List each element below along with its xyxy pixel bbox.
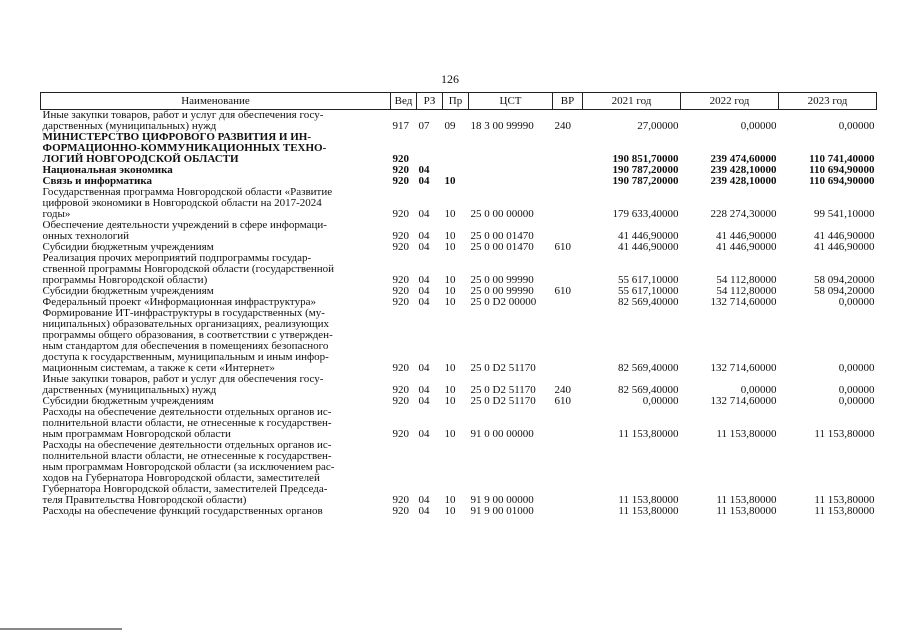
- row-pr-cell: 10: [444, 494, 456, 506]
- row-2022-cell: 54 112,80000: [716, 274, 777, 286]
- row-2022-cell: 11 153,80000: [716, 494, 777, 506]
- row-2021-cell: 55 617,10000: [618, 285, 679, 297]
- row-2021-cell: 82 569,40000: [618, 296, 679, 308]
- row-pr-cell: 10: [444, 428, 456, 440]
- row-2021-cell: 179 633,40000: [612, 208, 679, 220]
- row-vr-cell: [553, 132, 583, 165]
- row-2021-cell: 11 153,80000: [618, 428, 679, 440]
- row-2021-cell: 11 153,80000: [618, 505, 679, 517]
- row-2021-cell: 11 153,80000: [618, 494, 679, 506]
- row-rz-cell: 04: [418, 274, 430, 286]
- row-2023-cell: 0,00000: [838, 120, 875, 132]
- row-vr-cell: [553, 187, 583, 220]
- row-vr-cell: [553, 440, 583, 506]
- row-rz-cell: 07: [418, 120, 430, 132]
- row-2021-cell: 82 569,40000: [618, 362, 679, 374]
- row-pr-cell: 10: [444, 362, 456, 374]
- row-pr-cell: 10: [444, 384, 456, 396]
- row-2023-cell: 110 694,90000: [809, 175, 875, 187]
- budget-table: [40, 92, 877, 517]
- row-rz-cell: 04: [418, 395, 430, 407]
- row-name-cell: Субсидии бюджетным учреждениям: [42, 395, 214, 407]
- row-rz-cell: 04: [418, 384, 430, 396]
- row-rz-cell: 04: [418, 296, 430, 308]
- row-ved-cell: 920: [392, 362, 409, 374]
- row-cst-cell: [469, 165, 553, 176]
- row-rz-cell: 04: [418, 428, 430, 440]
- row-2022-cell: 11 153,80000: [716, 428, 777, 440]
- table-row: [41, 132, 877, 165]
- row-name-cell: Иные закупки товаров, работ и услуг для обеспечения госу- дарственных (муниципальных) нужд: [42, 109, 324, 132]
- row-vr-cell: [553, 308, 583, 374]
- row-2023-cell: 0,00000: [838, 384, 875, 396]
- row-2021-cell: 41 446,90000: [618, 230, 679, 242]
- row-cst-cell: 25 0 D2 51170: [470, 362, 536, 374]
- row-2023-cell: 0,00000: [838, 296, 875, 308]
- row-pr-cell: 10: [444, 274, 456, 286]
- table-row: [41, 407, 877, 440]
- row-pr-cell: 10: [444, 208, 456, 220]
- header-2023: 2023 год: [779, 93, 877, 110]
- row-vr-cell: 610: [554, 395, 571, 407]
- row-ved-cell: 920: [392, 296, 409, 308]
- row-name-cell: Формирование ИТ-инфраструктуры в государственных (му- ниципальных) образовательных организациях, реализующих программы общего образования, в соответствии с утвержден- ным стандартом для обеспечения в помещениях безопасного доступа к государственным, муниципальным и иным инфор- мационным системам, а также к сети «Интернет»: [42, 307, 333, 374]
- row-cst-cell: 25 0 D2 00000: [470, 296, 537, 308]
- row-ved-cell: 920: [392, 395, 409, 407]
- row-2023-cell: 11 153,80000: [814, 505, 875, 517]
- row-2021-cell: 41 446,90000: [618, 241, 679, 253]
- row-2022-cell: 0,00000: [740, 384, 777, 396]
- row-2022-cell: 0,00000: [740, 120, 777, 132]
- row-name-cell: МИНИСТЕРСТВО ЦИФРОВОГО РАЗВИТИЯ И ИН- ФОРМАЦИОННО-КОММУНИКАЦИОННЫХ ТЕХНО- ЛОГИЙ НОВГОРОДСКОЙ ОБЛАСТИ: [42, 131, 327, 165]
- row-rz-cell: 04: [418, 164, 430, 176]
- row-cst-cell: 91 9 00 00000: [470, 494, 534, 506]
- page-number: 126: [441, 72, 459, 86]
- row-ved-cell: 920: [392, 384, 409, 396]
- row-cst-cell: [469, 176, 553, 187]
- row-pr-cell: 10: [444, 175, 456, 187]
- row-2022-cell: 132 714,60000: [710, 296, 777, 308]
- row-ved-cell: 920: [392, 230, 409, 242]
- row-ved-cell: 920: [392, 175, 409, 187]
- row-rz-cell: 04: [418, 175, 430, 187]
- row-2021-cell: 27,00000: [637, 120, 679, 132]
- row-cst-cell: 25 0 00 99990: [470, 274, 534, 286]
- table-row: [41, 110, 877, 133]
- row-2021-cell: 190 787,20000: [612, 175, 679, 187]
- row-2022-cell: 239 428,10000: [710, 164, 777, 176]
- row-vr-cell: [553, 165, 583, 176]
- row-2023-cell: 99 541,10000: [814, 208, 875, 220]
- row-vr-cell: 610: [554, 285, 571, 297]
- table-row: [41, 506, 877, 517]
- row-ved-cell: 920: [392, 494, 409, 506]
- row-rz-cell: 04: [418, 285, 430, 297]
- row-2021-cell: 82 569,40000: [618, 384, 679, 396]
- row-name-cell: Связь и информатика: [42, 175, 153, 187]
- header-ved: Вед: [391, 93, 417, 110]
- row-vr-cell: [553, 253, 583, 286]
- row-pr-cell: [443, 132, 469, 165]
- row-vr-cell: 240: [554, 120, 571, 132]
- header-name: Наименование: [41, 93, 391, 110]
- header-rz: РЗ: [417, 93, 443, 110]
- row-2022-cell: 228 274,30000: [710, 208, 777, 220]
- row-2022-cell: 41 446,90000: [716, 241, 777, 253]
- row-vr-cell: [553, 407, 583, 440]
- row-2023-cell: 110 741,40000: [809, 153, 875, 165]
- row-name-cell: Субсидии бюджетным учреждениям: [42, 285, 214, 297]
- row-2022-cell: 132 714,60000: [710, 395, 777, 407]
- row-cst-cell: 91 9 00 01000: [470, 505, 534, 517]
- row-2021-cell: 190 787,20000: [612, 164, 679, 176]
- row-vr-cell: [553, 176, 583, 187]
- row-vr-cell: 610: [554, 241, 571, 253]
- header-pr: Пр: [443, 93, 469, 110]
- row-2022-cell: 132 714,60000: [710, 362, 777, 374]
- row-2022-cell: 41 446,90000: [716, 230, 777, 242]
- row-2023-cell: 0,00000: [838, 395, 875, 407]
- row-cst-cell: 25 0 D2 51170: [470, 395, 536, 407]
- row-2021-cell: 0,00000: [642, 395, 679, 407]
- row-pr-cell: 10: [444, 395, 456, 407]
- row-vr-cell: 240: [554, 384, 571, 396]
- row-2021-cell: 190 851,70000: [612, 153, 679, 165]
- row-name-cell: Расходы на обеспечение деятельности отдельных органов ис- полнительной власти области, не отнесенные к государствен- ным программам Новгородской области (за исключением рас- ходов на Губернатора Новгородской области, заместителей Губернатора Новгородской области, заместителей Председа- теля Правительства Новгородской области): [42, 439, 335, 506]
- row-pr-cell: 10: [444, 241, 456, 253]
- row-rz-cell: 04: [418, 241, 430, 253]
- row-cst-cell: 25 0 00 01470: [470, 241, 534, 253]
- row-2022-cell: 54 112,80000: [716, 285, 777, 297]
- row-2023-cell: 110 694,90000: [809, 164, 875, 176]
- table-body: [41, 110, 877, 518]
- row-2023-cell: 0,00000: [838, 362, 875, 374]
- header-vr: ВР: [553, 93, 583, 110]
- header-2022: 2022 год: [681, 93, 779, 110]
- row-vr-cell: [553, 297, 583, 308]
- row-pr-cell: 10: [444, 296, 456, 308]
- row-rz-cell: 04: [418, 208, 430, 220]
- header-cst: ЦСТ: [469, 93, 553, 110]
- header-2021: 2021 год: [583, 93, 681, 110]
- table-header-row: [41, 93, 877, 110]
- row-cst-cell: 25 0 00 00000: [470, 208, 534, 220]
- row-name-cell: Расходы на обеспечение деятельности отдельных органов ис- полнительной власти области, не отнесенные к государствен- ным программам Новгородской области: [42, 406, 332, 440]
- row-cst-cell: 25 0 00 99990: [470, 285, 534, 297]
- row-cst-cell: 25 0 D2 51170: [470, 384, 536, 396]
- row-rz-cell: 04: [418, 362, 430, 374]
- table-row: [41, 374, 877, 396]
- row-name-cell: Национальная экономика: [42, 164, 173, 176]
- row-cst-cell: 18 3 00 99990: [470, 120, 534, 132]
- row-2023-cell: 41 446,90000: [814, 230, 875, 242]
- row-2023-cell: 41 446,90000: [814, 241, 875, 253]
- row-name-cell: Обеспечение деятельности учреждений в сфере информаци- онных технологий: [42, 219, 327, 242]
- table-row: [41, 308, 877, 374]
- row-vr-cell: [553, 220, 583, 242]
- row-name-cell: Субсидии бюджетным учреждениям: [42, 241, 214, 253]
- row-2021-cell: 55 617,10000: [618, 274, 679, 286]
- row-2022-cell: 239 428,10000: [710, 175, 777, 187]
- row-cst-cell: 91 0 00 00000: [470, 428, 534, 440]
- row-rz-cell: [417, 132, 443, 165]
- row-name-cell: Реализация прочих мероприятий подпрограммы государ- ственной программы Новгородской области (государственной программы Новгородской области): [42, 252, 334, 286]
- row-ved-cell: 920: [392, 505, 409, 517]
- row-ved-cell: 920: [392, 153, 409, 165]
- row-2023-cell: 11 153,80000: [814, 428, 875, 440]
- row-rz-cell: 04: [418, 230, 430, 242]
- row-2023-cell: 58 094,20000: [814, 274, 875, 286]
- row-vr-cell: [553, 506, 583, 517]
- row-name-cell: Федеральный проект «Информационная инфраструктура»: [42, 296, 316, 308]
- row-cst-cell: 25 0 00 01470: [470, 230, 534, 242]
- row-ved-cell: 920: [392, 428, 409, 440]
- row-name-cell: Государственная программа Новгородской области «Развитие цифровой экономики в Новгородской области на 2017-2024 годы»: [42, 186, 333, 220]
- row-2023-cell: 11 153,80000: [814, 494, 875, 506]
- row-pr-cell: 10: [444, 230, 456, 242]
- row-ved-cell: 920: [392, 241, 409, 253]
- row-2023-cell: 58 094,20000: [814, 285, 875, 297]
- table-row: [41, 220, 877, 242]
- row-rz-cell: 04: [418, 494, 430, 506]
- row-ved-cell: 920: [392, 285, 409, 297]
- bottom-rule: [0, 628, 122, 630]
- row-2022-cell: 11 153,80000: [716, 505, 777, 517]
- row-ved-cell: 920: [392, 164, 409, 176]
- row-rz-cell: 04: [418, 505, 430, 517]
- row-cst-cell: [469, 132, 553, 165]
- row-ved-cell: 920: [392, 208, 409, 220]
- row-ved-cell: 917: [392, 120, 409, 132]
- row-pr-cell: 09: [444, 120, 456, 132]
- row-pr-cell: 10: [444, 285, 456, 297]
- row-name-cell: Иные закупки товаров, работ и услуг для обеспечения госу- дарственных (муниципальных) нужд: [42, 373, 324, 396]
- row-ved-cell: 920: [392, 274, 409, 286]
- row-name-cell: Расходы на обеспечение функций государственных органов: [42, 505, 323, 517]
- row-pr-cell: 10: [444, 505, 456, 517]
- table-row: [41, 440, 877, 506]
- table-row: [41, 187, 877, 220]
- row-2022-cell: 239 474,60000: [710, 153, 777, 165]
- table-row: [41, 253, 877, 286]
